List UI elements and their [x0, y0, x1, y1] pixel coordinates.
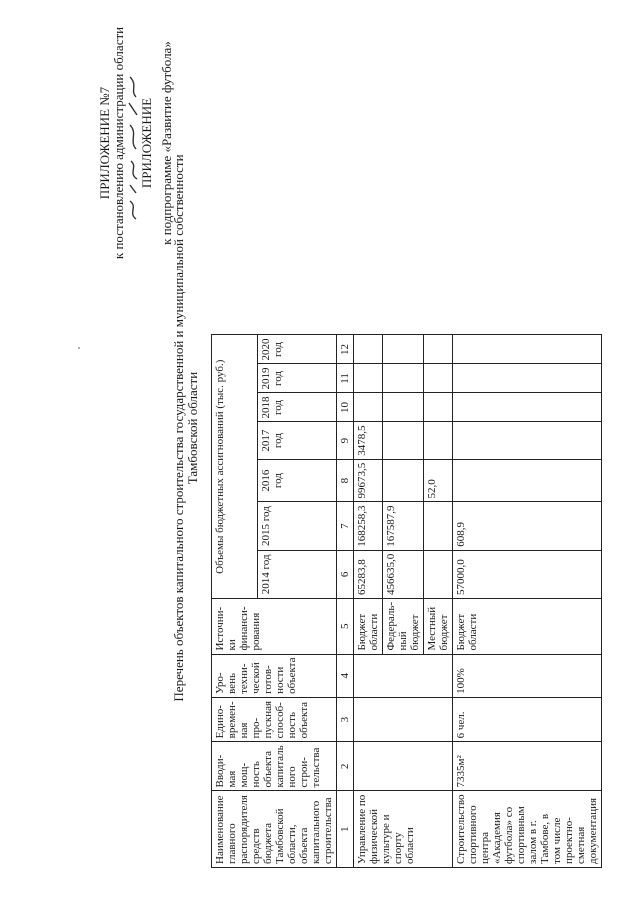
subprogram-line: к подпрограмме «Развитие футбола» [159, 41, 174, 245]
header-org-object: Наименование главного распорядителя средств бюджета Тамбовской области, объекта капитального строительства [212, 791, 337, 868]
value-cell: 65283,8 [354, 550, 383, 598]
funding-source: Бюджет области [354, 598, 383, 654]
appendix-number: ПРИЛОЖЕНИЕ №7 [97, 86, 112, 200]
value-cell: 99673,5 [354, 459, 383, 502]
value-cell: 57000,0 [453, 550, 602, 598]
object-capacity: 7335м² [453, 742, 602, 791]
object-name: Строительство спортивного центра «Академия футбола» со спортивным залом в г. Тамбове, в том числе проектно-сметная документация [453, 791, 602, 868]
value-cell [424, 550, 453, 598]
column-number: 1 [337, 791, 354, 868]
value-cell [354, 335, 383, 364]
capital-construction-table [211, 334, 602, 868]
value-cell [424, 502, 453, 550]
column-number: 4 [337, 654, 354, 697]
funding-source: Местный бюджет [424, 598, 453, 654]
value-cell: 52,0 [424, 459, 453, 502]
header-throughput: Едино-времен-ная про-пускная способ-ность объекта [212, 697, 337, 741]
funding-source: Бюджет области [453, 598, 602, 654]
value-cell [383, 335, 424, 364]
header-year: 2019 год [258, 364, 337, 393]
value-cell [453, 422, 602, 459]
document-title [172, 148, 200, 708]
column-number: 5 [337, 598, 354, 654]
column-number: 8 [337, 459, 354, 502]
header-sources: Источни-ки финанси-рования [212, 598, 337, 654]
value-cell [354, 393, 383, 422]
header-year: 2018 год [258, 393, 337, 422]
value-cell [383, 422, 424, 459]
value-cell [453, 459, 602, 502]
appendix-title: ПРИЛОЖЕНИЕ [139, 97, 154, 189]
value-cell [424, 364, 453, 393]
column-number: 10 [337, 393, 354, 422]
value-cell [354, 364, 383, 393]
header-year: 2020 год [258, 335, 337, 364]
funding-source: Федераль-ный бюджет [383, 598, 424, 654]
value-cell: 168258,3 [354, 502, 383, 550]
object-readiness: 100% [453, 654, 602, 697]
title-line-1: Перечень объектов капитального строительства государственной и муниципальной собственности [171, 154, 186, 702]
value-cell [453, 335, 602, 364]
header-year: 2016 год [258, 459, 337, 502]
column-number: 7 [337, 502, 354, 550]
value-cell [424, 335, 453, 364]
value-cell [383, 459, 424, 502]
title-line-2: Тамбовской области [185, 371, 200, 485]
header-readiness: Уро-вень техни-ческой готов-ности объекта [212, 654, 337, 697]
value-cell [453, 364, 602, 393]
header-year: 2014 год [258, 550, 337, 598]
object-throughput: 6 чел. [453, 697, 602, 741]
column-number: 2 [337, 742, 354, 791]
org-throughput [354, 697, 453, 741]
table-header-row [212, 335, 258, 868]
value-cell: 3478,5 [354, 422, 383, 459]
column-number: 6 [337, 550, 354, 598]
header-volumes: Объемы бюджетных ассигнований (тыс. руб.) [212, 335, 258, 599]
value-cell [453, 393, 602, 422]
value-cell [424, 422, 453, 459]
handwritten-date [126, 18, 140, 268]
value-cell: 608,9 [453, 502, 602, 550]
org-capacity [354, 742, 453, 791]
column-number: 3 [337, 697, 354, 741]
column-number: 11 [337, 364, 354, 393]
value-cell [383, 393, 424, 422]
org-name: Управление по физической культуре и спорту области [354, 791, 453, 868]
table-row [453, 335, 602, 868]
table-row [354, 335, 383, 868]
appendix-header [98, 18, 174, 268]
scan-speck [78, 347, 80, 349]
handwritten-date-mark [126, 63, 140, 223]
org-readiness [354, 654, 453, 697]
header-year: 2015 год [258, 502, 337, 550]
value-cell [383, 364, 424, 393]
column-number-row [337, 335, 354, 868]
column-number: 12 [337, 335, 354, 364]
value-cell [424, 393, 453, 422]
value-cell: 167587,9 [383, 502, 424, 550]
value-cell: 456635,0 [383, 550, 424, 598]
header-capacity: Вводи-мая мощ-ность объекта капиталь ного строи-тельства [212, 742, 337, 791]
header-year: 2017 год [258, 422, 337, 459]
column-number: 9 [337, 422, 354, 459]
decree-line: к постановлению администрации области [111, 26, 126, 260]
